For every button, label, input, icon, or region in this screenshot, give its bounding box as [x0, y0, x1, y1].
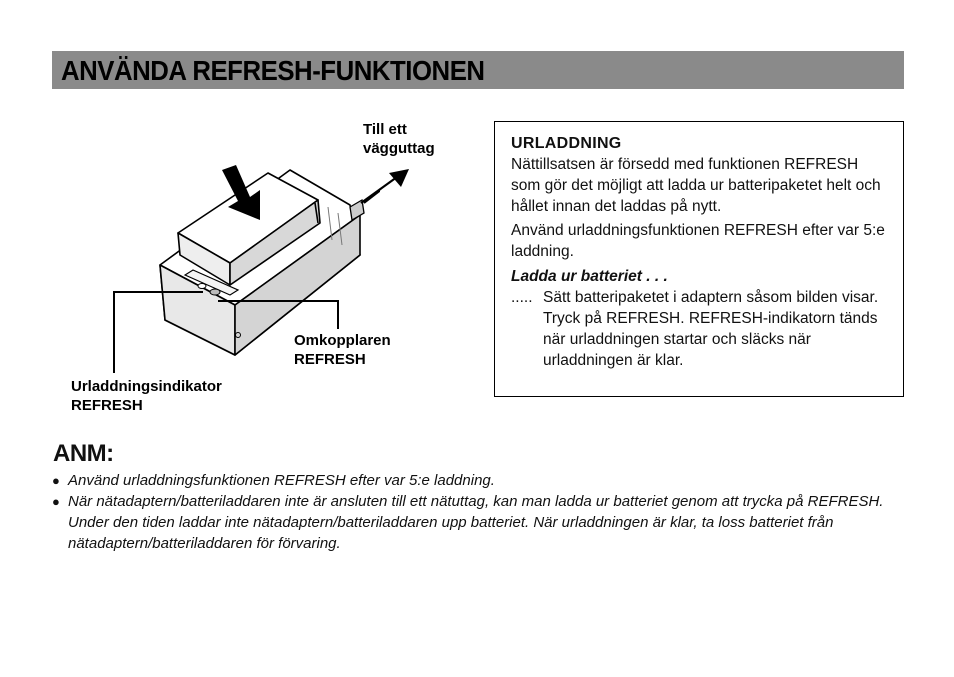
note-text: Använd urladdningsfunktionen REFRESH efter var 5:e laddning.: [68, 472, 495, 489]
section-title-bar: [52, 51, 904, 89]
step-marker: .....: [511, 289, 533, 306]
callout-refresh-switch: Omkopplaren REFRESH: [294, 332, 391, 368]
note-item: [52, 470, 912, 491]
outlet-arrow-icon: [355, 165, 415, 210]
bullet-icon: ●: [52, 473, 60, 488]
leader-indicator-horizontal: [113, 291, 203, 293]
info-box-title: URLADDNING: [511, 135, 622, 152]
leader-indicator-vertical: [113, 291, 115, 373]
notes-heading: ANM:: [53, 440, 114, 467]
bullet-icon: ●: [52, 494, 60, 509]
discharge-info-box: [494, 121, 904, 397]
callout-discharge-indicator: Urladdningsindikator REFRESH: [71, 378, 222, 414]
info-step: [511, 287, 889, 371]
step-text: Sätt batteripaketet i adaptern såsom bilden visar. Tryck på REFRESH. REFRESH-indikatorn tänds när urladdningen startar och släcks när urladdningen är klar.: [543, 289, 879, 369]
info-paragraph-1: Nättillsatsen är försedd med funktionen REFRESH som gör det möjligt att ladda ur batteripaketet helt och hållet innan det laddas på nytt.: [511, 156, 881, 215]
info-subheading: Ladda ur batteriet . . .: [511, 268, 668, 285]
leader-switch-vertical: [337, 300, 339, 329]
leader-switch-horizontal: [218, 300, 338, 302]
note-item: [52, 491, 912, 554]
notes-list: [52, 470, 912, 554]
page-title: ANVÄNDA REFRESH-FUNKTIONEN: [61, 55, 485, 86]
note-text: När nätadaptern/batteriladdaren inte är ansluten till ett nätuttag, kan man ladda ur batteriet genom att trycka på REFRESH. Under den tiden laddar inte nätadaptern/batteriladdaren upp batteriet. När urladdningen är klar, ta loss batteriet från nätadaptern/batteriladdaren för förvaring.: [68, 493, 884, 552]
info-paragraph-2: Använd urladdningsfunktionen REFRESH efter var 5:e laddning.: [511, 222, 885, 260]
callout-wall-outlet: Till ett vägguttag: [363, 121, 435, 157]
